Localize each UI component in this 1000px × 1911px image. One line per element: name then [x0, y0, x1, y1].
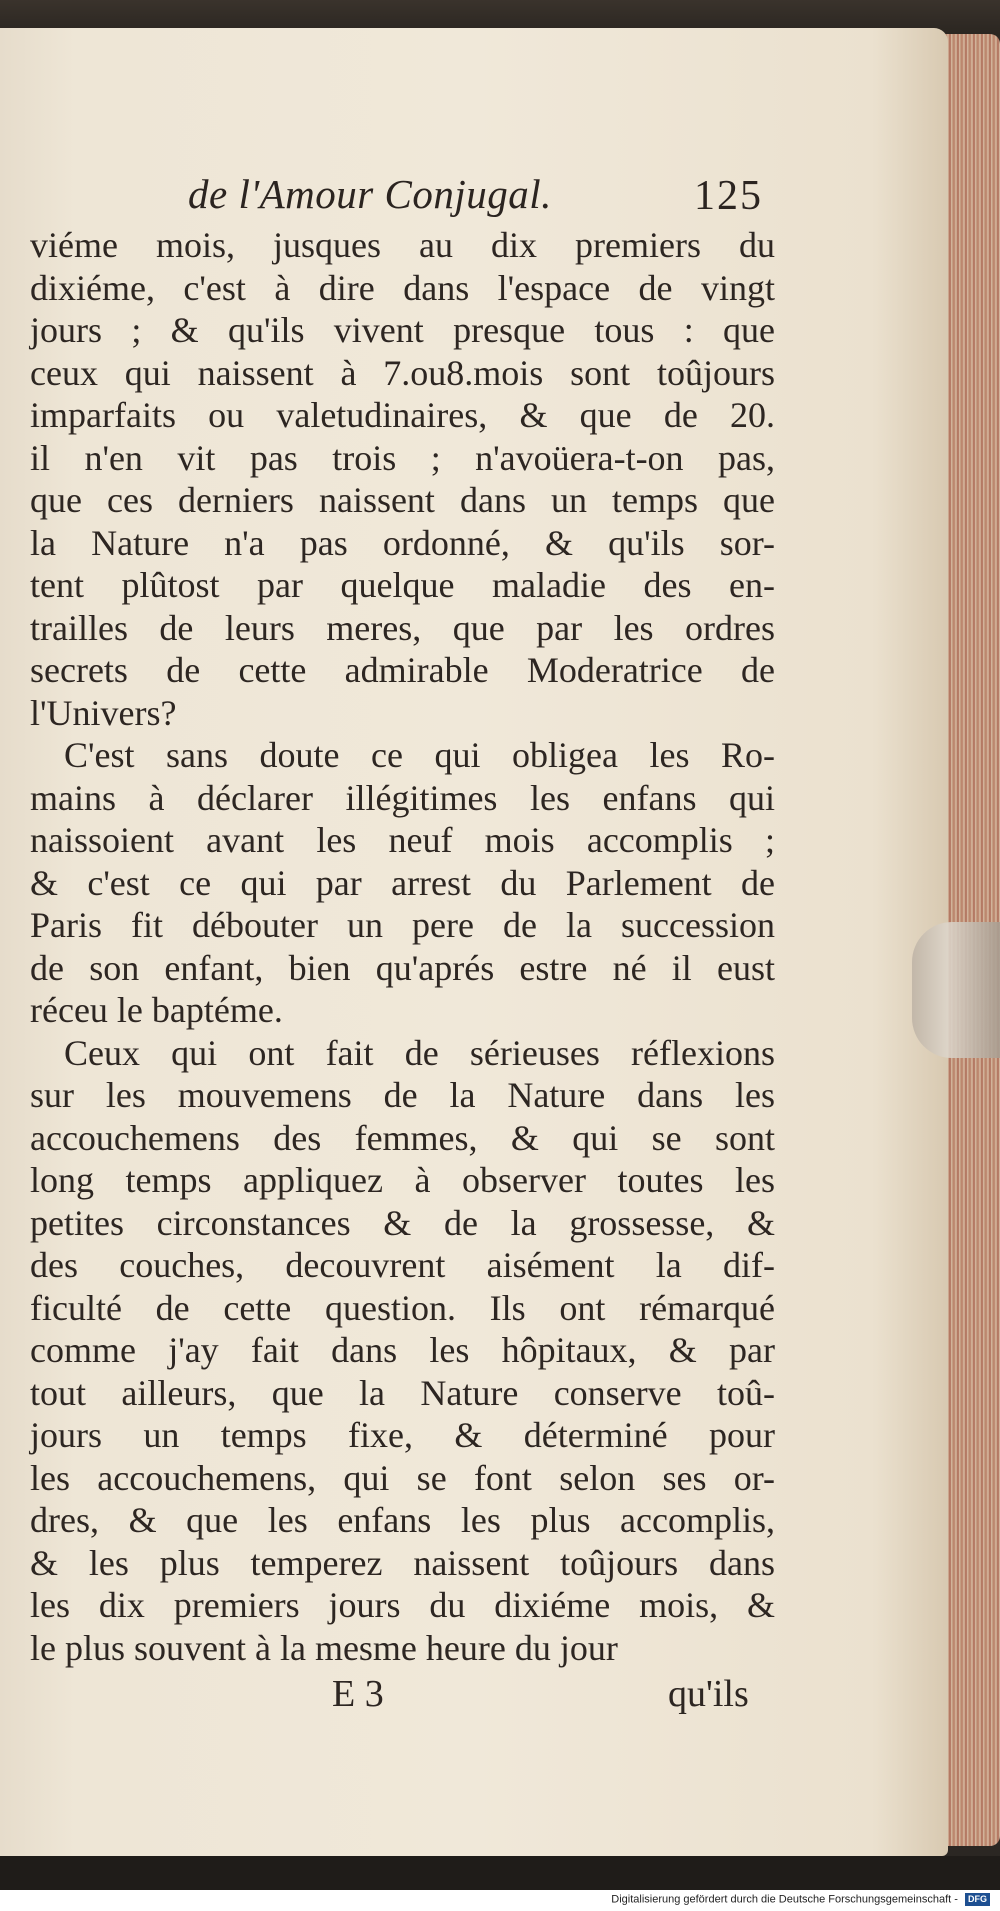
- book-clasp: [912, 922, 1000, 1058]
- text-line: ceux qui naissent à 7.ou8.mois sont toûjours: [30, 352, 775, 393]
- text-line: dixiéme, c'est à dire dans l'espace de vingt: [30, 267, 775, 308]
- text-line: trailles de leurs meres, que par les ordres: [30, 607, 775, 648]
- text-line: tout ailleurs, que la Nature conserve toû-: [30, 1372, 775, 1413]
- text-line: accouchemens des femmes, & qui se sont: [30, 1117, 775, 1158]
- text-line: les dix premiers jours du dixiéme mois, &: [30, 1585, 775, 1625]
- scan-bottom-border: [0, 1856, 1000, 1890]
- text-line: de son enfant, bien qu'aprés estre né il eust: [30, 947, 775, 988]
- text-line: la Nature n'a pas ordonné, & qu'ils sor-: [30, 522, 775, 563]
- text-line: que ces derniers naissent dans un temps que: [30, 480, 775, 520]
- dfg-logo: DFG: [965, 1893, 990, 1906]
- text-line: Ceux qui ont fait de sérieuses réflexions: [64, 1032, 775, 1073]
- text-line: tent plûtost par quelque maladie des en-: [30, 565, 775, 605]
- text-line: secrets de cette admirable Moderatrice de: [30, 650, 775, 690]
- text-line: & les plus temperez naissent toûjours dans: [30, 1542, 775, 1583]
- text-line: long temps appliquez à observer toutes les: [30, 1160, 775, 1200]
- text-line: il n'en vit pas trois ; n'avoüera-t-on pas,: [30, 437, 775, 478]
- text-line: viéme mois, jusques au dix premiers du: [30, 225, 775, 265]
- digitization-credit: [611, 1893, 990, 1906]
- text-line: réceu le baptéme.: [30, 990, 283, 1030]
- catchword: qu'ils: [668, 1673, 749, 1715]
- text-line: C'est sans doute ce qui obligea les Ro-: [64, 735, 775, 775]
- text-line: naissoient avant les neuf mois accomplis ;: [30, 820, 775, 860]
- signature-mark: E 3: [332, 1673, 384, 1715]
- digitization-footer: [0, 1890, 1000, 1911]
- page-number: 125: [694, 173, 763, 219]
- body-text: [30, 224, 775, 1669]
- text-line: petites circonstances & de la grossesse, &: [30, 1202, 775, 1243]
- text-line: jours ; & qu'ils vivent presque tous : que: [30, 310, 775, 350]
- text-line: dres, & que les enfans les plus accomplis,: [30, 1500, 775, 1540]
- text-line: imparfaits ou valetudinaires, & que de 20.: [30, 395, 775, 435]
- text-line: le plus souvent à la mesme heure du jour: [30, 1627, 618, 1668]
- text-line: & c'est ce qui par arrest du Parlement de: [30, 862, 775, 903]
- text-line: Paris fit débouter un pere de la succession: [30, 905, 775, 945]
- text-line: les accouchemens, qui se font selon ses or-: [30, 1457, 775, 1498]
- running-head: de l'Amour Conjugal.: [188, 171, 552, 217]
- digitization-credit-text: Digitalisierung gefördert durch die Deutsche Forschungsgemeinschaft -: [611, 1893, 958, 1906]
- text-line: sur les mouvemens de la Nature dans les: [30, 1075, 775, 1115]
- text-line: jours un temps fixe, & déterminé pour: [30, 1415, 775, 1455]
- text-line: mains à déclarer illégitimes les enfans qui: [30, 777, 775, 818]
- text-line: ficulté de cette question. Ils ont rémarqué: [30, 1287, 775, 1328]
- text-line: des couches, decouvrent aisément la dif-: [30, 1245, 775, 1285]
- text-line: l'Univers?: [30, 692, 177, 733]
- text-line: comme j'ay fait dans les hôpitaux, & par: [30, 1330, 775, 1370]
